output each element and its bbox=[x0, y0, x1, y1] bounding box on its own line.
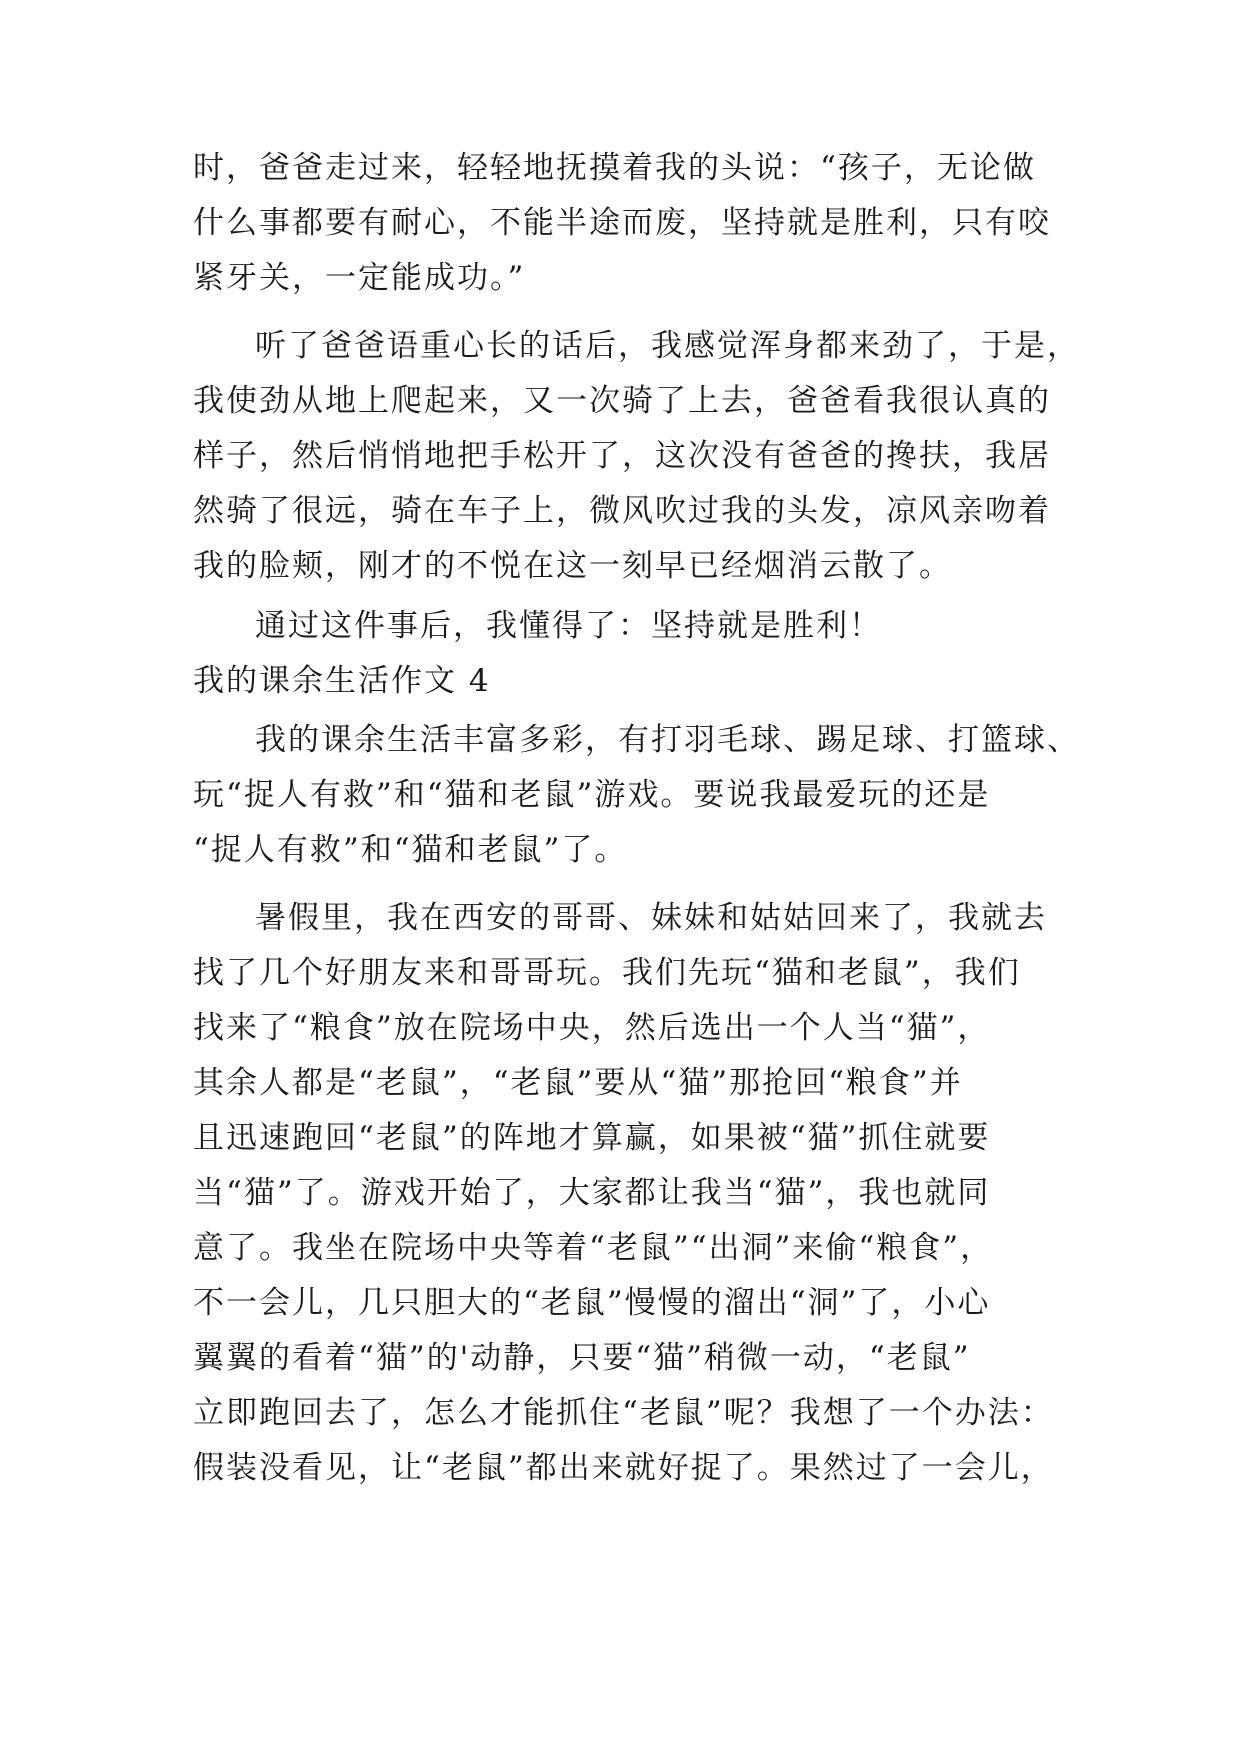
section-heading: 我的课余生活作文 4 bbox=[193, 663, 491, 699]
text-line: 其余人都是“老鼠”，“老鼠”要从“猫”那抢回“粮食”并 bbox=[193, 1065, 963, 1101]
text-line: 找来了“粮食”放在院场中央，然后选出一个人当“猫”， bbox=[193, 1010, 991, 1046]
text-line: “捉人有救”和“猫和老鼠”了。 bbox=[193, 832, 628, 868]
text-line: 然骑了很远，骑在车子上，微风吹过我的头发，凉风亲吻着 bbox=[193, 493, 1051, 529]
text-line: 立即跑回去了，怎么才能抓住“老鼠”呢？我想了一个办法： bbox=[193, 1395, 1054, 1431]
text-line: 紧牙关，一定能成功。” bbox=[193, 260, 526, 296]
text-line: 不一会儿，几只胆大的“老鼠”慢慢的溜出“洞”了，小心 bbox=[193, 1285, 991, 1321]
text-line: 我的脸颊，刚才的不悦在这一刻早已经烟消云散了。 bbox=[193, 548, 952, 584]
text-line: 当“猫”了。游戏开始了，大家都让我当“猫”，我也就同 bbox=[193, 1175, 991, 1211]
text-line: 暑假里，我在西安的哥哥、妹妹和姑姑回来了，我就去 bbox=[255, 900, 1047, 936]
text-line: 假装没看见，让“老鼠”都出来就好捉了。果然过了一会儿， bbox=[193, 1450, 1054, 1486]
text-line: 意了。我坐在院场中央等着“老鼠”“出洞”来偷“粮食”， bbox=[193, 1230, 994, 1266]
text-line: 通过这件事后，我懂得了：坚持就是胜利！ bbox=[255, 608, 882, 644]
text-line: 玩“捉人有救”和“猫和老鼠”游戏。要说我最爱玩的还是 bbox=[193, 777, 991, 813]
text-line: 我使劲从地上爬起来，又一次骑了上去，爸爸看我很认真的 bbox=[193, 383, 1051, 419]
text-line: 找了几个好朋友来和哥哥玩。我们先玩“猫和老鼠”，我们 bbox=[193, 955, 1021, 991]
text-line: 时，爸爸走过来，轻轻地抚摸着我的头说：“孩子，无论做 bbox=[193, 150, 1036, 186]
text-line: 听了爸爸语重心长的话后，我感觉浑身都来劲了，于是， bbox=[255, 328, 1080, 364]
text-line: 样子，然后悄悄地把手松开了，这次没有爸爸的搀扶，我居 bbox=[193, 438, 1051, 474]
text-line: 且迅速跑回“老鼠”的阵地才算赢，如果被“猫”抓住就要 bbox=[193, 1120, 991, 1156]
text-line: 翼翼的看着“猫”的'动静，只要“猫”稍微一动，“老鼠” bbox=[193, 1340, 971, 1376]
text-line: 什么事都要有耐心，不能半途而废，坚持就是胜利，只有咬 bbox=[193, 205, 1051, 241]
text-line: 我的课余生活丰富多彩，有打羽毛球、踢足球、打篮球、 bbox=[255, 722, 1080, 758]
